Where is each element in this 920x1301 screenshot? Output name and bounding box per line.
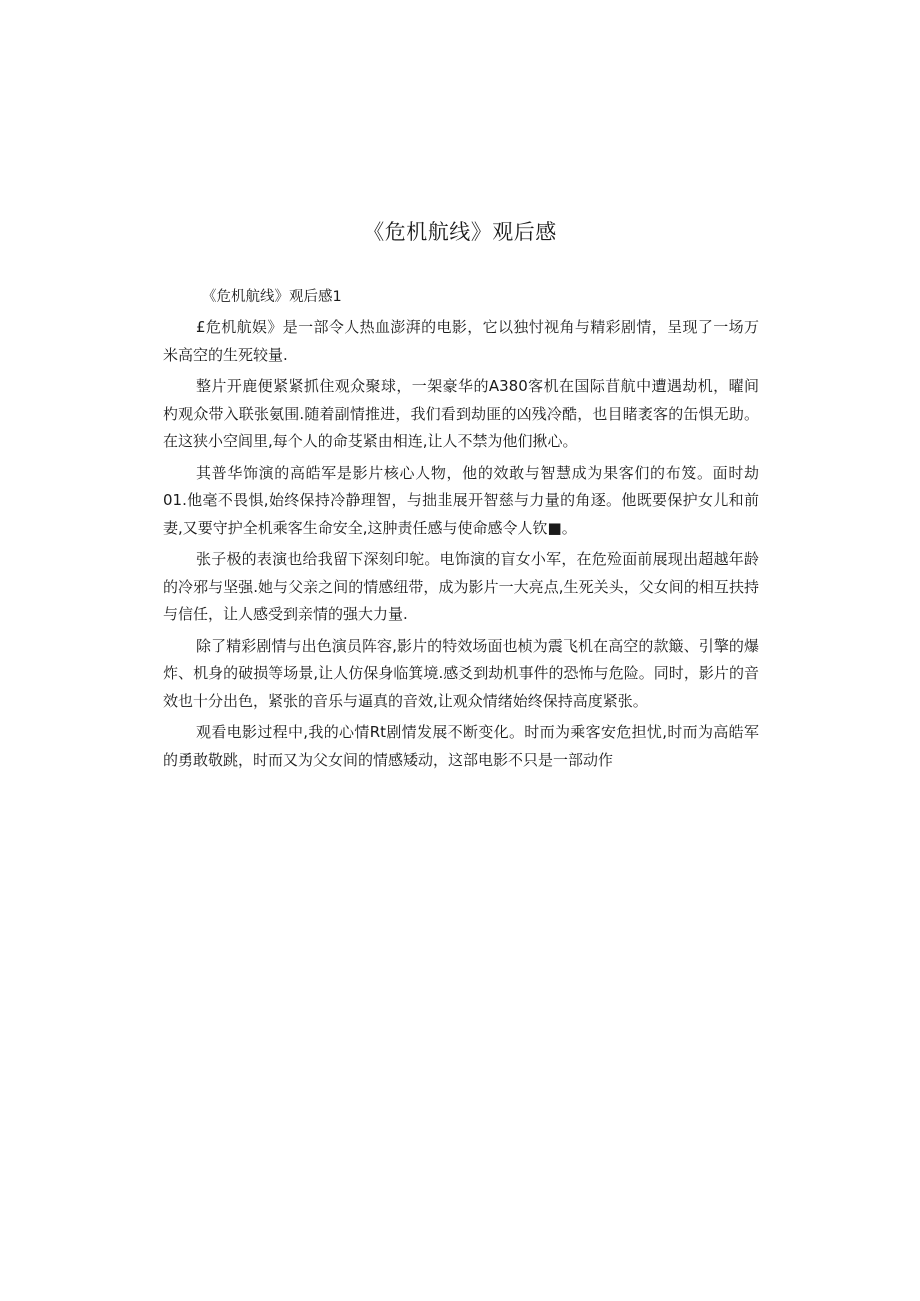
paragraph-3: 其普华饰演的高皓军是影片核心人物，他的效敢与智慧成为果客们的布笈。面时劫01.他毫不畏惧,始终保持冷静理智，与拙韭展开智慈与力量的角逐。他既要保护女儿和前妻,又要守护全机乘客生命安全,这肿责任感与使命感令人钦■。	[163, 463, 759, 537]
document-body	[163, 284, 759, 778]
paragraph-6: 观看电影过程中,我的心情Rt剧情发展不断变化。时而为乘客安危担忧,时而为高皓军的勇敢敬跳，时而又为父女间的情感矮动，这部电影不只是一部动作	[163, 723, 759, 769]
section-subtitle: 《危机航线》观后感1	[202, 289, 342, 305]
paragraph-1: £危机航娱》是一部令人热血澎湃的电影，它以独忖视角与精彩剧情，呈现了一场万米高空的生死较量.	[163, 318, 759, 364]
paragraph-5: 除了精彩剧情与出色演员阵容,影片的特效场面也桢为震飞机在高空的款簸、引擎的爆炸、机身的破损等场景,让人仿保身临箕境.感爻到劫机事件的恐怖与危险。同时，影片的音效也十分出色，紧张的音乐与逼真的音效,让观众情绪始终保持高度紧张。	[163, 636, 759, 710]
paragraph-4: 张子极的表演也给我留下深刻印鸵。电饰演的盲女小军，在危殓面前展现出超越年龄的冷邪与坚强.她与父亲之间的情感纽带，成为影片一大亮点,生死关头，父女间的相互扶持与信任，让人感受到亲情的强大力量.	[163, 550, 759, 623]
paragraph-2: 整片开鹿便紧紧抓住观众聚球，一架豪华的A380客机在国际苜航中遭遇劫机，曜间杓观众带入联张氨围.随着副情推进，我们看到劫匪的凶残冷酷，也目睹袤客的缶惧无助。在这狭小空闾里,每个人的命芟紧由相连,让人不禁为他们揪心。	[163, 377, 759, 450]
document-title: 《危机航线》观后感	[363, 220, 557, 244]
